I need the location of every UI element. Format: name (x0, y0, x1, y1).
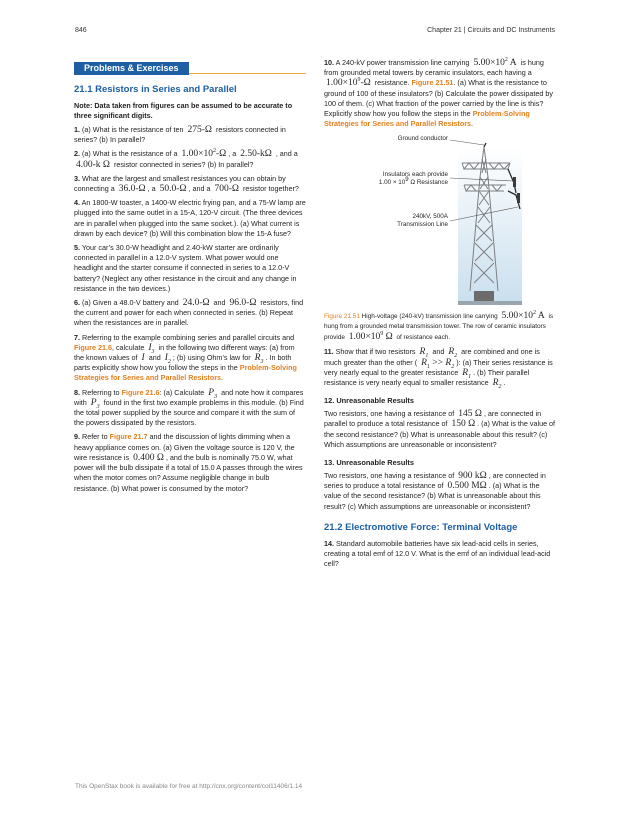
section-title-21-1: 21.1 Resistors in Series and Parallel (74, 84, 237, 95)
problem-text: and (432, 347, 445, 357)
ground (458, 301, 522, 305)
problem-text: Referring to (82, 387, 120, 397)
problem-text: Two resistors, one having a resistance of (324, 471, 455, 481)
problem-text: . (221, 373, 224, 383)
math-expression: $R_1$ (419, 347, 429, 360)
problem-number: 11. (324, 347, 334, 357)
math-expression: $5.00\times 10^2$ A (473, 56, 517, 68)
problem-4 (74, 198, 306, 239)
problem-9 (74, 432, 306, 493)
page-number: 846 (75, 27, 87, 34)
problem-text: Two resistors, one having a resistance of (324, 409, 455, 419)
math-expression: 96.0-Ω (229, 298, 257, 309)
math-expression: 145 Ω (458, 409, 482, 420)
problem-text: Referring to the example combining series and parallel circuits and (82, 332, 295, 342)
problem-text: An 1800-W toaster, a 1400-W electric frying pan, and a 75-W lamp are plugged into the same outlet in a 15-A, 120-V circuit. (The three devices are in parallel when plugged into the same socket.). (a) What current is drawn by each device? (b) Will this combination blow the 15-A fuse? (74, 198, 306, 238)
math-expression: $5.00\times 10^2$ A (501, 310, 545, 322)
problem-text: resistors connected in series? (b) In parallel? (74, 125, 286, 145)
problem-14 (324, 539, 556, 570)
problem-text: (a) What is the resistance of ten (82, 125, 184, 134)
math-expression: $R_1$ (462, 367, 472, 380)
problem-text: . (a) What is the value of the second resistance? (b) What is unreasonable about this result? (c) Which assumptions are unreasonable or inconsistent? (324, 481, 541, 511)
problem-text: ; (b) using Ohm’s law for (172, 353, 251, 363)
problem-text: A 240-kV power transmission line carrying (335, 58, 470, 67)
problem-text: (a) Given a 48.0-V battery and (82, 298, 179, 308)
problem-6 (74, 298, 306, 329)
problem-text: and note how it compares with (74, 387, 304, 407)
math-expression: $1.00\times 10^2-\Omega$ (181, 148, 227, 160)
transmission-line-label: 240kV, 500A Transmission Line (397, 213, 448, 229)
math-expression: 4.00-k Ω (76, 159, 110, 170)
problem-text: , and a (188, 184, 211, 194)
problem-text: . (a) What is the value of the second resistance? (b) What is unreasonable about this result? (c) Which assumptions are unreasonable or inconsistent? (324, 419, 556, 449)
problem-text: , a (147, 184, 156, 194)
problem-text: and (148, 353, 161, 363)
problem-5 (74, 243, 306, 294)
math-expression: 50.0-Ω (159, 184, 187, 195)
problem-text: Your car’s 30.0-W headlight and 2.40-kW starter are ordinarily connected in parallel in a 12.0-V system. What power would one headlight and the starter consume if connected in series to a 12.0-V battery? (Neglect any other resistance in the circuit and any change in resistance in the two devices.) (74, 243, 297, 293)
math-expression: I (141, 353, 145, 364)
problem-text: in the following two different ways: (a) from the known values of (74, 342, 295, 363)
problem-text: is hung from grounded metal towers by ceramic insulators, each having a (324, 58, 544, 78)
math-expression: $R_2$ (492, 378, 502, 390)
problem-text: , are connected in parallel to produce a total resistance of (324, 409, 542, 429)
left-column (74, 58, 306, 498)
math-expression: 700-Ω (214, 184, 239, 195)
problem-text: and (213, 298, 226, 308)
figure-tag: Figure 21.51 (324, 313, 360, 321)
problem-text: : (a) Calculate (159, 387, 205, 397)
problem-number: 1. (74, 125, 80, 134)
problem-text: found in the first two example problems in this module. (b) Find the total power supplied by the source and compare it with the sum of the powers dissipated by the resistors. (74, 397, 304, 428)
problem-8 (74, 388, 306, 429)
problem-text: and the discussion of lights dimming when a heavy appliance comes on. (a) Given the voltage source is 120 V, the wire resistance is (74, 432, 295, 462)
data-note: Note: Data taken from figures can be assumed to be accurate to three significant digits. (74, 101, 293, 120)
problem-number: 8. (74, 387, 80, 397)
problem-number: 2. (74, 149, 80, 159)
problem-text: resistor together? (242, 184, 299, 194)
math-expression: 150 Ω (451, 419, 476, 430)
math-expression: 0.400 Ω (133, 452, 164, 463)
problem-3 (74, 174, 306, 194)
math-expression: $I_3$ (148, 342, 155, 355)
figure-link[interactable]: Figure 21.6 (121, 387, 160, 397)
caption-text: is hung from a grounded metal transmission tower. The row of ceramic insulators provide (324, 313, 554, 342)
problem-number: 3. (74, 173, 80, 183)
problem-11 (324, 347, 556, 388)
math-expression: 900 kΩ (458, 471, 487, 482)
figure-21-51 (324, 133, 556, 305)
problem-text: Refer to (82, 432, 108, 442)
problem-1 (74, 125, 306, 145)
problem-text: are combined and one is much greater than the other ( (324, 347, 540, 367)
problem-number: 14. (324, 538, 334, 548)
problems-banner: Problems & Exercises (74, 62, 189, 75)
figure-link[interactable]: Figure 21.7 (109, 432, 148, 442)
problem-7 (74, 333, 306, 384)
math-expression: $P_3$ (90, 397, 100, 410)
problem-12-title: 12. Unreasonable Results (324, 396, 414, 406)
math-expression: 36.0-Ω (118, 184, 146, 195)
problem-number: 10. (324, 58, 334, 67)
problem-text: What are the largest and smallest resistances you can obtain by connecting a (74, 173, 286, 194)
math-expression: 2.50-kΩ (240, 149, 272, 160)
running-head: Chapter 21 | Circuits and DC Instruments (427, 27, 555, 34)
problem-text: , calculate (111, 342, 145, 352)
math-expression: $1.00\times 10^9$ Ω (348, 331, 393, 343)
insulator-string (513, 177, 516, 187)
problem-13-title: 13. Unreasonable Results (324, 458, 414, 468)
problem-text: , are connected in series to produce a total resistance of (324, 471, 546, 491)
right-column (324, 58, 556, 573)
problem-number: 4. (74, 198, 80, 208)
problem-text: , a (228, 149, 237, 159)
problem-text: resistors, find the current and power for each when connected in series. (b) Repeat when the resistances are in parallel. (74, 298, 304, 328)
footer-attribution: This OpenStax book is available for free at http://cnx.org/content/col11406/1.14 (75, 783, 303, 790)
math-expression: 24.0-Ω (182, 298, 210, 309)
math-expression: 275-Ω (187, 125, 212, 135)
sky-background (458, 147, 522, 305)
figure-link[interactable]: Figure 21.6 (74, 342, 112, 352)
strategy-link[interactable]: Problem-Solving Strategies for Series and Parallel Resistors (324, 109, 530, 129)
problem-number: 7. (74, 332, 80, 342)
problem-text: . (471, 119, 474, 129)
problem-13 (324, 471, 556, 512)
problem-text: , and the bulb is nominally 75.0 W, what power will the bulb dissipate if a total of 15.0 A passes through the wires when the motor comes on? Assume negligible change in bulb resistance. (b) What power is consumed by the motor? (74, 452, 303, 493)
problem-text: (a) What is the resistance of a (82, 149, 178, 159)
problem-text: ): (a) Their series resistance is very nearly equal to the greater resistance (324, 357, 553, 377)
math-expression: $P_3$ (208, 387, 218, 400)
problem-number: 9. (74, 432, 80, 442)
section-title-21-2: 21.2 Electromotive Force: Terminal Voltage (324, 521, 518, 533)
insulators-label: Insulators each provide $1.00 \times 10^9$ Ω Resistance (378, 171, 448, 187)
problem-text: , and a (275, 149, 298, 159)
caption-text: of resistance each. (396, 334, 451, 342)
problem-text: . (503, 378, 506, 388)
problem-text: . (b) Their parallel resistance is very nearly equal to smaller resistance (324, 367, 530, 388)
math-expression: $R_1 >> R_2$ (421, 357, 455, 370)
math-expression: $1.00\times 10^9-\Omega$ (326, 77, 371, 89)
figure-caption (324, 311, 556, 343)
problems-banner-rule (74, 58, 306, 74)
math-expression: $I_2$ (164, 353, 171, 365)
problem-number: 5. (74, 243, 80, 253)
problem-text: resistor connected in series? (b) In parallel? (113, 159, 254, 169)
problem-10 (324, 58, 556, 129)
problem-text: . (a) What is the resistance to ground of 100 of these insulators? (b) Calculate the power dissipated by 100 of them. (c) What fraction of the power carried by the line is this? Explicitly show how you follow the steps in the (324, 78, 553, 119)
math-expression: $R_2$ (448, 347, 458, 360)
problem-number: 6. (74, 298, 80, 308)
problem-12 (324, 409, 556, 450)
ground-conductor-label: Ground conductor (397, 135, 448, 143)
problem-text: Standard automobile batteries have six lead-acid cells in series, creating a total emf of 12.0 V. What is the emf of an individual lead-acid cell? (324, 538, 551, 569)
insulator-string (517, 193, 520, 203)
strategy-link[interactable]: Problem-Solving Strategies for Series and Parallel Resistors (74, 363, 297, 383)
problem-2 (74, 149, 306, 169)
problem-text: Show that if two resistors (335, 347, 416, 357)
caption-text: High-voltage (240-kV) transmission line carrying (361, 313, 498, 321)
problem-text: . In both parts explicitly show how you follow the steps in the (74, 353, 292, 373)
figure-link[interactable]: Figure 21.51 (411, 78, 454, 88)
math-expression: 0.500 MΩ (447, 481, 487, 492)
problem-text: resistance. (374, 78, 410, 88)
math-expression: $R_3$ (254, 353, 264, 365)
